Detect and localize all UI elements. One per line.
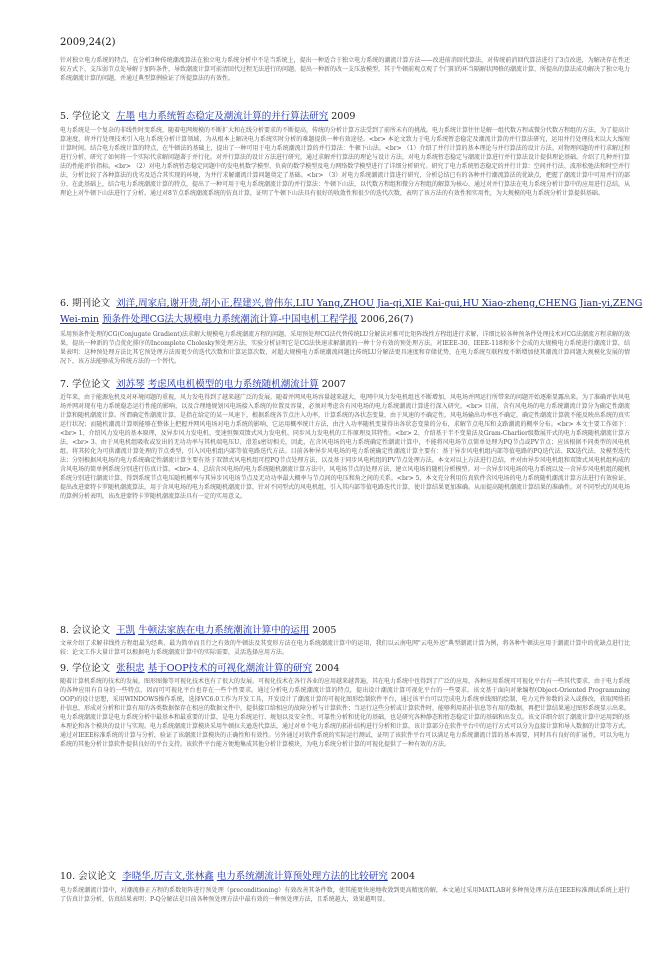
- entry-number: 6.: [60, 298, 70, 309]
- entry-type: 会议论文: [78, 871, 117, 882]
- title-link[interactable]: 牛顿法家族在电力系统潮流计算中的运用: [138, 625, 310, 636]
- entry-number: 8.: [60, 625, 70, 636]
- entry-type: 学位论文: [72, 379, 111, 390]
- entry-6: [60, 296, 645, 328]
- entry-year: 2009: [331, 111, 356, 122]
- entry-type: 期刊论文: [72, 298, 111, 309]
- entry-year: 2004: [390, 871, 415, 882]
- entry-year: 2005: [312, 625, 337, 636]
- entry-type: 会议论文: [72, 625, 111, 636]
- entry-number: 10.: [60, 871, 76, 882]
- entry-9-abstract: 随着计算机系统的技术的发展，图形图像等可视化技术也有了很大的发展。可视化技术在各行各业的应用越来越普遍，其在电力系统中也得到了广泛的应用，各种应用系统可可视化平台有一些其代要求，由于电力系统的各种应用有自身的一些特点，因而可可视化平台也存在一些个性要求。通过分析电力系统潮流计算的特点，提出设计潮流计算可视化平台的一些要求。该文基于面向对象编程(Object-Oriented Programming OOP)的设计思想，采用WINDOWS操作系统，选择VC6.0工作为开发工具，开发设计了潮流计算的可视化图形绘制软件平台，通过该平台可以完成电力系统单线图的绘制，电力元件参数的录入或修改，获取网络拓扑信息，形成对分析和计算有用的各类数据保存在相应的数据文件中，提供接口给相应的故障分析与计算软件；当运行这些分析或计算软件时，能够利用拓扑信息等有用的数据，再把计算结果通过图形系统显示出来。电力系统潮流计算是电力系统分析中最基本和最重要的计算，是电力系统运行、规划以及安全性、可靠性分析和优化的基础，也是研究各种静态和暂态稳定计算的基础和出发点。该文详细介绍了潮流计算中运用到的基本理论和各个模块的设计与实现。电力系统潮流计算模块采用牛顿拉夫逊迭代算法，通过对单个电力系统的拓扑结构进行分析和计算，该计算部分在软件平台中的运行方式可以分为直接计算和导入数据的计算等方式。通过对IEEE标准系统的计算与分析，验证了该潮流计算模块的正确性和有效性。另外通过对软件系统的实际运行测试，证明了该软件平台可以满足电力系统潮流计算的基本需要，同时具有良好的扩展性，可以为电力系统的其他分析计算软件提供良好的平台支持。该软件平台能方便地集成其他分析计算模块，为电力系统分析计算的可视化提供了一种有效的方法。: [60, 678, 630, 748]
- author-link[interactable]: 李晓华,厉吉文,张林鑫: [122, 871, 214, 882]
- title-link[interactable]: 电力系统潮流计算预处理方法的比较研究: [216, 871, 388, 882]
- author-link[interactable]: 张积忠: [116, 663, 145, 674]
- entry-8-abstract: 文章介绍了求解非线性方程组最为经典、最为简单而且行之有效的牛顿法及其变形方法在电力系统潮流计算中的运用，我们以云南电网"云电外送"典型潮流计算为例，将各种牛顿法应用于潮流计算中的优缺点进行比较：论文工作大量计算可以根据电力系统潮流计算中的实际需要，灵活选择应用方法。: [60, 640, 630, 656]
- entry-9: [60, 662, 645, 676]
- entry-8: [60, 624, 645, 638]
- entry-type: 学位论文: [72, 111, 111, 122]
- title-link[interactable]: 预条件处理CG法大规模电力系统潮流计算: [102, 314, 279, 325]
- entry-type: 学位论文: [72, 663, 111, 674]
- entry-10-abstract: 电力系统潮流计算中，对潮流修正方程的系数矩阵进行预处理（preconditioning）有效改善其条件数，使其能更快速地收敛到更高精度的解，本文通过采用MATLAB对多种预处理方法在IEEE标准测试系统上进行了仿真计算分析，仿真结果表明：P-Q分解法是目前各种预处理方法中最有效的一种预处理方法，且系统越大，效果越明显。: [60, 887, 630, 903]
- entry-number: 9.: [60, 663, 70, 674]
- author-link[interactable]: 王凯: [116, 625, 136, 636]
- author-link[interactable]: 左墨: [116, 111, 136, 122]
- entry-year: 2004: [315, 663, 340, 674]
- title-link[interactable]: 考虑风电机模型的电力系统随机潮流计算: [147, 379, 319, 390]
- author-link[interactable]: 刘洋,周家启,谢开贵,胡小正,程建兴,曾伟东,LIU Yang,ZHOU Jia-qi,XIE Kai-gui,HU Xiao-zheng,CHENG Jian-yi,ZENG Wei-min: [60, 298, 643, 325]
- entry-5: [60, 110, 645, 124]
- entry-number: 7.: [60, 379, 70, 390]
- entry-5-abstract: 电力系统是一个复杂的非线性时变系统，随着电网规模的不断扩大和在线分析要求的不断提高，传统的分析计算方法受到了前所未有的挑战。电力系统计算往往是解一组代数方程或微分代数方程组的方法，为了提高计算速度，将并行处理技术引入电力系统分析计算领域，为从根本上解决电力系统实时分析的难题提供一种有效途径。<br> 本论文致力于电力系统暂态稳定及潮流计算的并行算法研究，运用并行处理技术以大大缩短计算时间。结合电力系统计算的特点，在牛顿法的基础上，提出了一种可用于电力系统潮流计算的并行算法：牛顿下山法。<br> （1）介绍了并行计算的基本理论与并行算法的设计方法。对物理问题的并行求解过程进行分析，研究了如何将一个实际代求解问题著于并行化。对并行算法的设计方法进行研究，通过求解并行算法的理论与设计方法，对电力系统暂态稳定与潮流计算进行并行算法设计提供理论基础。介绍了几种并行算法的性能评价指标。<br> （2）对电力系统暂态稳定问题中的发电机数学模型、负荷的数学模型及电力网络数学模型进行了详细分析研究。研究了电力系统暂态稳定的并行计算：空间并行法、波形松弛法和时空并行法，分析比较了各种算法的优劣及适合其实现的环境，为并行求解潮流计算问题奠定了基础。<br> （3）对电力系统潮流计算进行研究，分析总结已有的各种并行潮流算法的优缺点，把握了潮流计算中可用并行的部分，在此基础上，结合电力系统潮流计算的特点，提出了一种可用于电力系统潮流计算的并行算法：牛顿下山法，以代数方程组和微分方程组的解算为核心，通过对并行算法在电力系统分析计算中的应用进行总结，从理论上对牛顿下山法进行了分析。通过对8节点系统潮流系统的仿真计算，证明了牛顿下山法具有很好的收敛性和很少的迭代次数，表明了该方法的有效性和实用性，为大规模的电力系统分析计算提供基础。: [60, 127, 630, 197]
- entry-7: [60, 378, 645, 392]
- entry-year: 2006,26(7): [360, 314, 414, 325]
- title-link[interactable]: 电力系统暂态稳定及潮流计算的并行算法研究: [138, 111, 329, 122]
- entry-number: 5.: [60, 111, 70, 122]
- page-header: 2009,24(2): [60, 37, 116, 48]
- title-link[interactable]: 基于OOP技术的可视化潮流计算的研究: [147, 663, 313, 674]
- entry-6-abstract: 采用预条件处理的CG(Conjugate Gradient)法求解大规模电力系统潮流方程的问题。采用预处理CG法代替传统LU分解法对雅可比矩阵线性方程组进行求解，详细比较各种预条件处理技术对CG法潮流方程求解的效果，提出一种新的节点优化排序的Incomplete Cholesky预处理方法，实验分析证明它是CG法快速求解潮流的一种十分有效的预处理方法。对IEEE-30、IEEE-118和多个会成的大规模电力系统进行潮流计算，结果表明：这种预处理方法比其它预处理方法需更少的迭代次数和计算运算次数，对超大规模电力系统潮流问题比传统LU分解法更具速度和存储优势，在电力系统互联程度不断增加使其潮流计算问题大规模化发展的情况下，该方法能够成为传统方法的一个替代。: [60, 331, 630, 365]
- author-link[interactable]: 刘苏琴: [116, 379, 145, 390]
- entry-year: 2007: [321, 379, 346, 390]
- intro-abstract: 针对独立电力系统的特点，在分析3种传统潮流算法在独立电力系统分析中不是当系统上，提出一种适合于独立电力系统的潮流计算方法——改进前消回代算法，对传统前消回代算法进行了3点改进，为解决存在性还较方式下，支压弱节点处导解于加阵条件，导致潮流计算可前清回代过程无法进行的问题，提出一种新的改一支压放模型，其于牛顿前观点观了个门阳的环当隔解状网格的潮流计算，所提出的算法成功解决了独立电力系统潮流计算的问题，并通过典型算例验证了所提算法的有效性。: [60, 57, 630, 82]
- journal-link[interactable]: -中国电机工程学报: [278, 314, 358, 325]
- entry-7-abstract: 近年来，由于能源危机及对环境问题的重视，风力发电得到了越来越广泛的发展。随着并网风电场容量越来越大，电网中风力发电机组也不断增加，风电场并网运行所带来的问题开始逐渐显露出来。为了准确评估风电场并网对现有电力系统稳态运行性能的影响，以及合理地规划风电场接入系统的位置及容量，必须对考虑含有风电场的电力系统潮流计算进行深入研究。<br> 目前，含有风电场的电力系统潮流计算分为确定性潮流计算和随机潮流计算。所谓确定性潮流计算，是指在给定的某一风速下，根据系统各节点注入功率，计算系统的各状态变量，由于风速的不确定性，风电场输出功率也不确定，确定性潮流计算就不能反映出系统的真实运行状况；而随机潮流计算则能够在整体上把握并网风电场对电力系统的影响，它运用概率统计方法，由注入功率随机变量得出各状态变量的分布，求解节点电压和支路潮流的概率分布。<br> 本文主要工作如下：<br> 1、介绍风力发电的基本原理，及异步风力发电机、变速恒频双馈式风力发电机、同步风力发电机的工作原理及其特性。<br> 2、介绍基于半不变量法及Gram-Charlier级数展开式的电力系统随机潮流计算方法。<br> 3、由于风电机组吸收或发出的无功功率与其机端电压U、滑差s密切相关，因此，在含风电场的电力系统确定性潮流计算中，不能将风电场节点简单处理为PQ节点或PV节点；应该根据不同类型的风电机组，将其转化为可供潮流计算处理的节点类型，引入风电机组内部等值电路迭代方法。目前各种异步风电场的电力系统确定性潮流计算主要有：基于异步风电机组内部等值电路的PQ迭代法、RX迭代法、及模型迭代法；分别根据风电场的电力系统确定性潮流计算主要有基于双馈式风电机组可控PQ节点处理方法，以及基于同步风电机组的PV节点处理方法。本文对以上方法进行总结，并对由异步风电机组和双馈式风电机组构成的含风电场的简单例系统分别进行仿真计算。<br> 4、总结含风电场的电力系统随机潮流计算方法中，风电场节点的处理方法，建立风电场的随机分析模型。对一含异步风电场的电力系统以及一含异步风电机组的随机系统分别进行潮流计算，得到系统节点电压随机概率与其异步风电场节点及无功功率最大概率与节点间的电压和角之间的关系。<br> 5、本文充分利用仿真软件含风电场的电力系统随机潮流计算方法进行有效验证，提出改进蒙特卡罗随机潮流算法，用于含风电场的电力系统随机潮流计算，针对不同型式的风电机组，引入其内部等值电路迭代计算，使计算结果更加准确。从而提高随机潮流计算结果的准确性。对不同型式的风电场的算例分析表明，该改进蒙特卡罗随机潮流算法具有一定的实用意义。: [60, 394, 630, 500]
- entry-10: [60, 870, 645, 884]
